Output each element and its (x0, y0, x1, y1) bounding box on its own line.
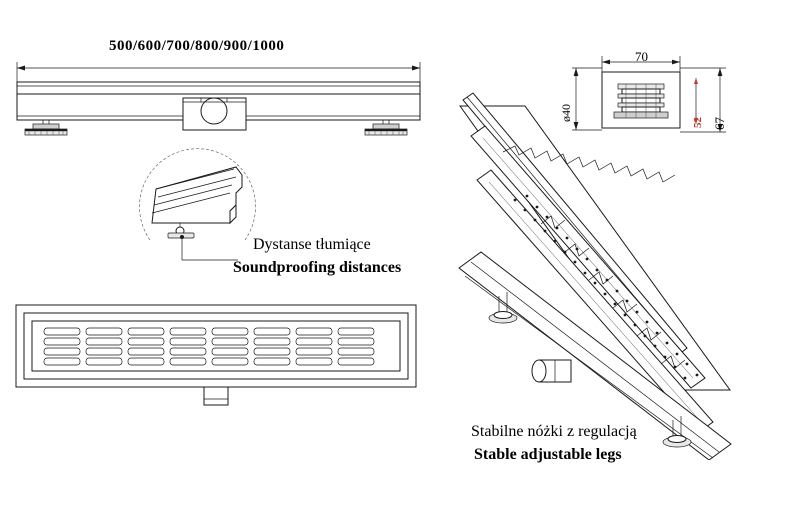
legs-label-en: Stable adjustable legs (474, 446, 622, 463)
adjustable-leg-right (365, 120, 407, 135)
soundproofing-label-en: Soundproofing distances (233, 259, 402, 276)
rail-profile (152, 167, 242, 235)
section-plate-stack (614, 84, 668, 118)
soundproofing-label-pl: Dystanse tłumiące (253, 236, 371, 253)
height-67-label: 67 (712, 117, 727, 130)
length-dimension-label: 500/600/700/800/900/1000 (109, 38, 285, 54)
adjustable-leg-left (25, 120, 67, 135)
width-70-label: 70 (635, 49, 648, 64)
section-detail-view (570, 38, 800, 168)
legs-label-pl: Stabilne nóżki z regulacją (471, 423, 637, 440)
diameter-40-dimension (572, 68, 602, 130)
height-52-label: 52 (692, 117, 704, 128)
outlet-housing (183, 98, 246, 130)
top-grate-view (8, 295, 438, 425)
soundproofing-leader (180, 235, 238, 260)
grate-outlet-stub (204, 387, 228, 405)
diameter-40-label: ø40 (559, 104, 573, 122)
iso-outlet-pipe (532, 360, 571, 382)
front-elevation-view (5, 40, 445, 160)
